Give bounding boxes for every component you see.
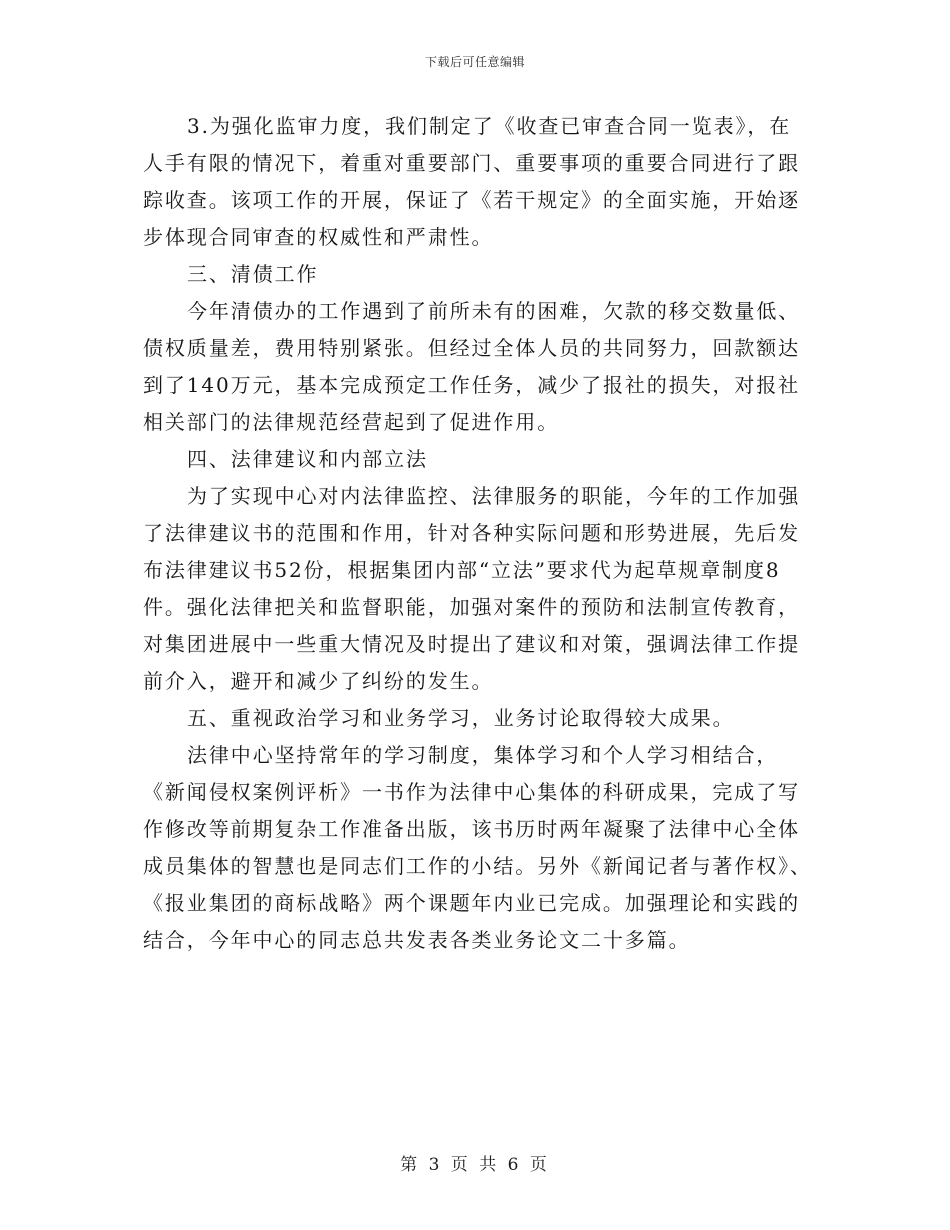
- paragraph-line: 了法律建议书的范围和作用，针对各种实际问题和形势进展，先后发: [143, 521, 800, 545]
- section-heading-debt-clearing: 三、清债工作: [187, 262, 319, 286]
- paragraph-line: 3.为强化监审力度，我们制定了《收查已审查合同一览表》，在: [187, 114, 792, 138]
- paragraph-line: 布法律建议书52份，根据集团内部“立法”要求代为起草规章制度8: [143, 558, 781, 582]
- paragraph-study: [143, 737, 833, 959]
- paragraph-debt-clearing: [143, 293, 833, 441]
- paragraph-line: 今年清债办的工作遇到了前所未有的困难，欠款的移交数量低、: [187, 299, 801, 323]
- paragraph-line: 《报业集团的商标战略》两个课题年内业已完成。加强理论和实践的: [143, 891, 800, 915]
- paragraph-line: 作修改等前期复杂工作准备出版，该书历时两年凝聚了法律中心全体: [143, 817, 800, 841]
- page-header-note: 下载后可任意编辑: [424, 55, 525, 69]
- section-heading-legal-advice: 四、法律建议和内部立法: [187, 447, 428, 471]
- paragraph-line: 相关部门的法律规范经营起到了促进作用。: [143, 410, 560, 434]
- paragraph-line: 到了140万元，基本完成预定工作任务，减少了报社的损失，对报社: [143, 373, 801, 397]
- paragraph-line: 步体现合同审查的权威性和严肃性。: [143, 225, 494, 249]
- paragraph-line: 踪收查。该项工作的开展，保证了《若干规定》的全面实施，开始逐: [143, 188, 800, 212]
- paragraph-line: 《新闻侵权案例评析》一书作为法律中心集体的科研成果，完成了写: [143, 780, 800, 804]
- paragraph-line: 对集团进展中一些重大情况及时提出了建议和对策，强调法律工作提: [143, 632, 800, 656]
- paragraph-line: 前介入，避开和减少了纠纷的发生。: [143, 669, 494, 693]
- paragraph-legal-advice: [143, 478, 833, 700]
- paragraph-line: 件。强化法律把关和监督职能，加强对案件的预防和法制宣传教育，: [143, 595, 800, 619]
- section-heading-study: 五、重视政治学习和业务学习，业务讨论取得较大成果。: [187, 706, 735, 730]
- paragraph-line: 债权质量差，费用特别紧张。但经过全体人员的共同努力，回款额达: [143, 336, 800, 360]
- paragraph-contract-review: [143, 108, 833, 256]
- paragraph-line: 成员集体的智慧也是同志们工作的小结。另外《新闻记者与著作权》、: [143, 854, 812, 878]
- page-footer-number: 第 3 页 共 6 页: [400, 1155, 550, 1175]
- paragraph-line: 人手有限的情况下，着重对重要部门、重要事项的重要合同进行了跟: [143, 151, 800, 175]
- paragraph-line: 结合，今年中心的同志总共发表各类业务论文二十多篇。: [143, 928, 691, 952]
- paragraph-line: 法律中心坚持常年的学习制度，集体学习和个人学习相结合，: [187, 743, 779, 767]
- paragraph-line: 为了实现中心对内法律监控、法律服务的职能，今年的工作加强: [187, 484, 801, 508]
- document-body: [143, 108, 833, 959]
